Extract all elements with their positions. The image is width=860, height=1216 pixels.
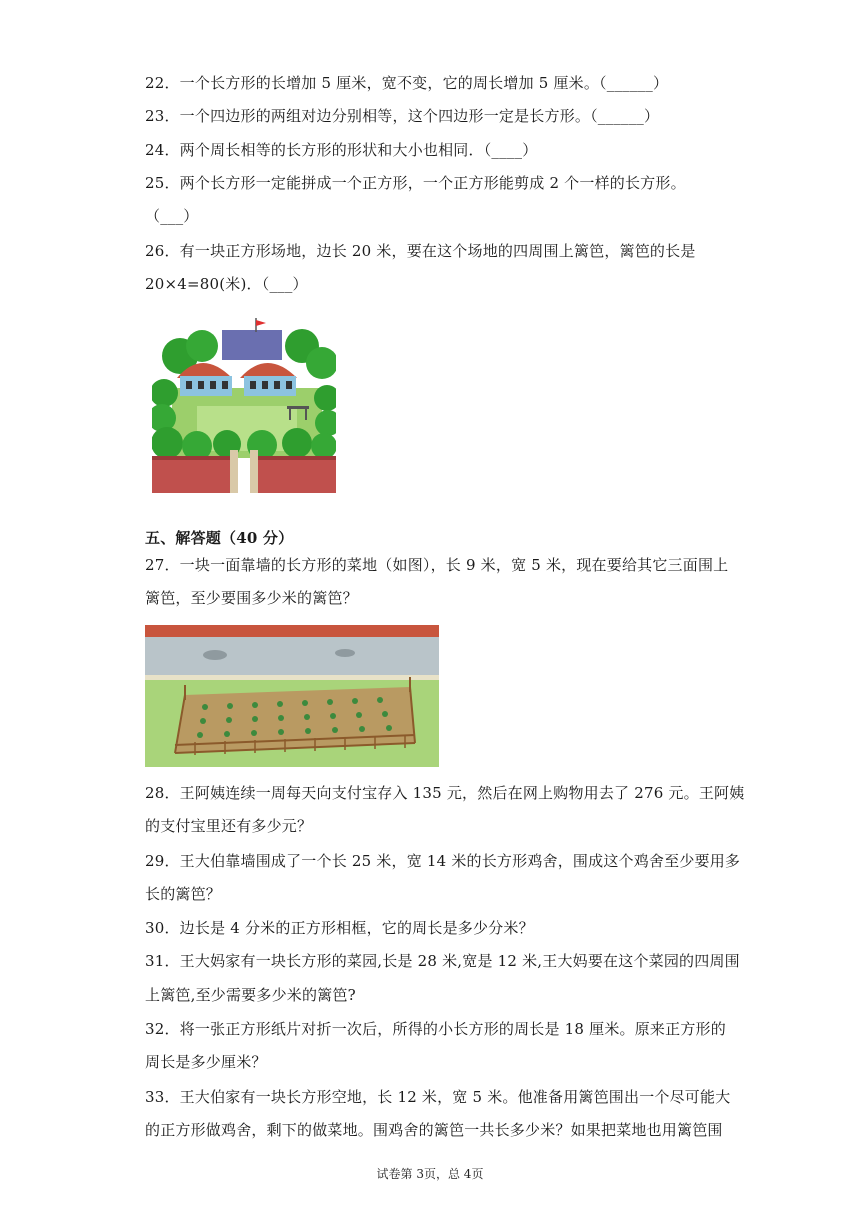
question-32-line-1: 32．将一张正方形纸片对折一次后，所得的小长方形的周长是 18 厘米。原来正方形的 [145, 1020, 726, 1038]
question-33-line-2: 的正方形做鸡舍，剩下的做菜地。围鸡舍的篱笆一共长多少米？如果把菜地也用篱笆围 [145, 1121, 723, 1139]
question-25-line-1: 25．两个长方形一定能拼成一个正方形，一个正方形能剪成 2 个一样的长方形。 [145, 174, 686, 192]
question-28-line-2: 的支付宝里还有多少元？ [145, 817, 313, 835]
question-24: 24．两个周长相等的长方形的形状和大小也相同．（____） [145, 141, 538, 159]
question-25-line-2: （___） [145, 207, 199, 225]
question-26-line-1: 26．有一块正方形场地，边长 20 米，要在这个场地的四周围上篱笆，篱笆的长是 [145, 242, 696, 260]
question-27-line-2: 篱笆，至少要围多少米的篱笆？ [145, 589, 358, 607]
question-27-line-1: 27．一块一面靠墙的长方形的菜地（如图），长 9 米，宽 5 米，现在要给其它三面围上 [145, 556, 729, 574]
question-29-line-1: 29．王大伯靠墙围成了一个长 25 米，宽 14 米的长方形鸡舍，围成这个鸡舍至少要用多 [145, 852, 741, 870]
question-33-line-1: 33．王大伯家有一块长方形空地，长 12 米，宽 5 米。他准备用篱笆围出一个尽可能大 [145, 1088, 731, 1106]
page-footer: 试卷第 3页，总 4页 [376, 1167, 484, 1181]
question-22: 22．一个长方形的长增加 5 厘米，宽不变，它的周长增加 5 厘米。（______） [145, 74, 669, 92]
question-28-line-1: 28．王阿姨连续一周每天向支付宝存入 135 元，然后在网上购物用去了 276 元。王阿姨 [145, 784, 745, 802]
question-31-line-2: 上篱笆,至少需要多少米的篱笆? [145, 986, 356, 1004]
question-29-line-2: 长的篱笆？ [145, 885, 222, 903]
question-23: 23．一个四边形的两组对边分别相等，这个四边形一定是长方形。（______） [145, 107, 660, 125]
vegetable-field-illustration [145, 625, 439, 767]
question-30: 30．边长是 4 分米的正方形相框，它的周长是多少分米？ [145, 919, 534, 937]
section-5-title: 五、解答题（40 分） [145, 529, 294, 547]
question-32-line-2: 周长是多少厘米？ [145, 1053, 267, 1071]
question-26-line-2: 20×4=80(米)．（___） [145, 275, 308, 293]
school-illustration [152, 318, 336, 493]
question-31-line-1: 31．王大妈家有一块长方形的菜园,长是 28 米,宽是 12 米,王大妈要在这个菜园的四周围 [145, 952, 740, 970]
